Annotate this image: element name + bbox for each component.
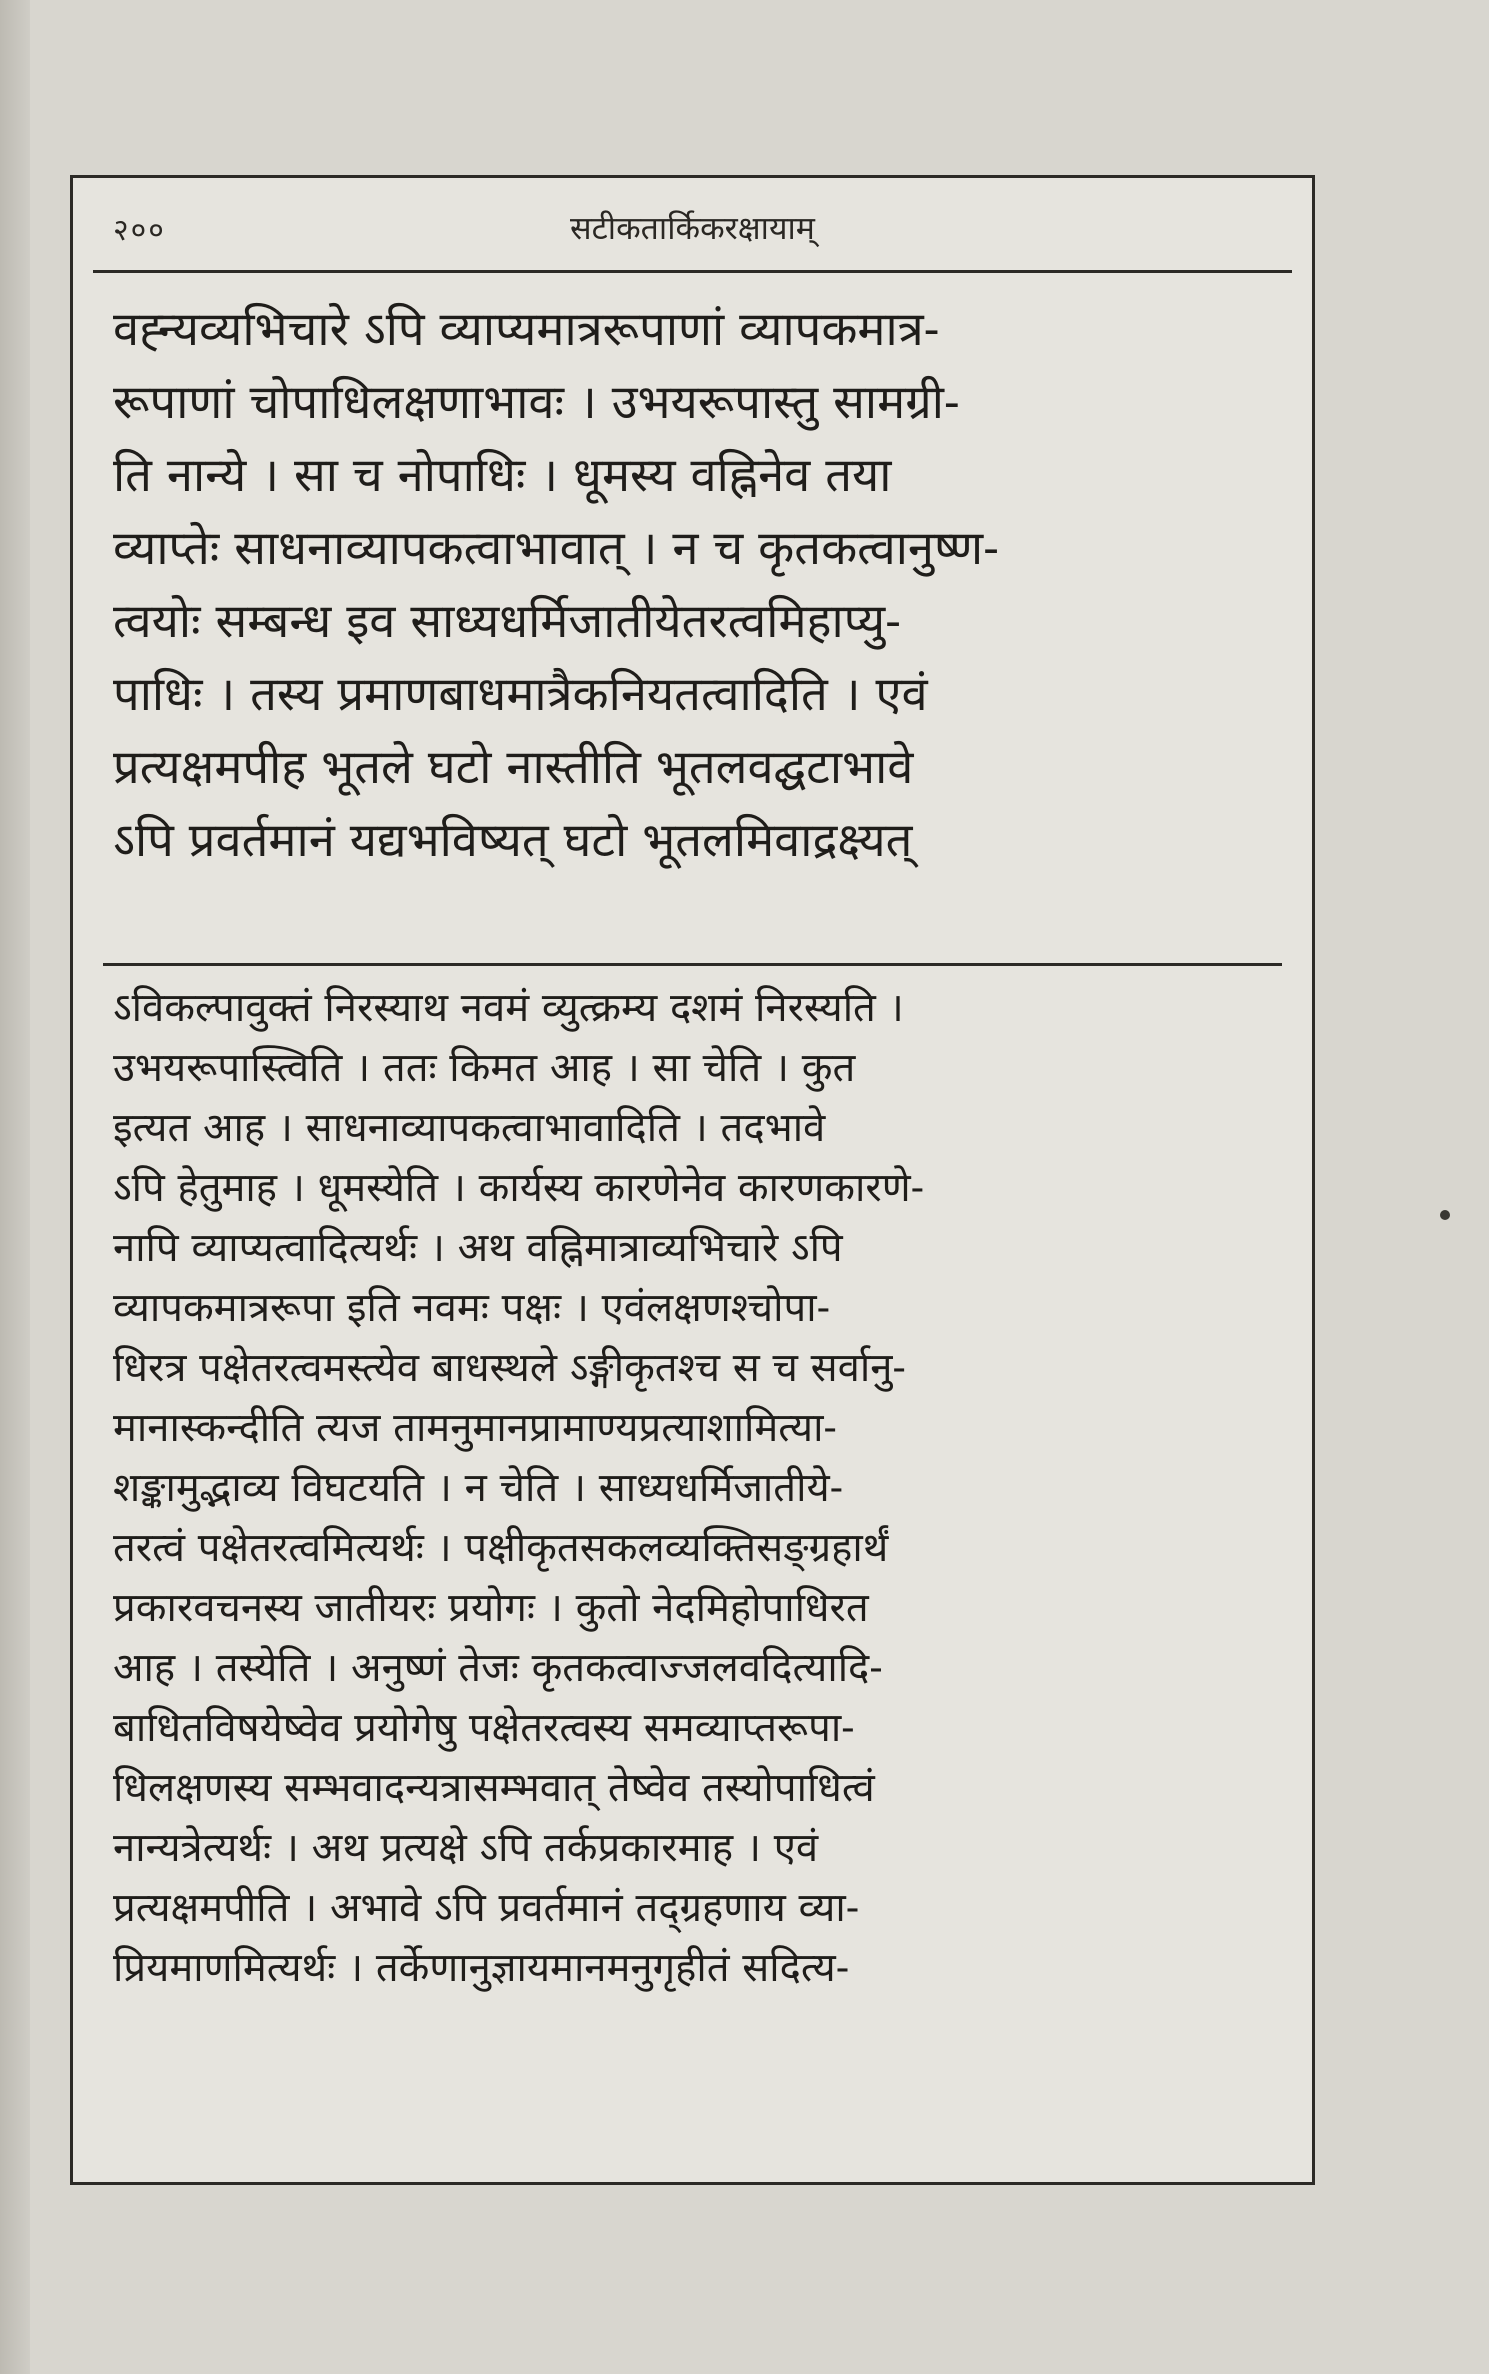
scan-smudge — [1440, 1210, 1450, 1220]
main-text-line: व्याप्तेः साधनाव्यापकत्वाभावात् । न च कृतकत्वानुष्ण- — [113, 521, 1000, 576]
commentary-line: प्रियमाणमित्यर्थः । तर्केणानुज्ञायमानमनुगृहीतं सदित्य- — [113, 1945, 850, 1991]
main-text-line: ति नान्ये । सा च नोपाधिः । धूमस्य वह्निनेव तया — [113, 448, 892, 503]
commentary-line: नापि व्याप्यत्वादित्यर्थः । अथ वह्निमात्राव्यभिचारे ऽपि — [113, 1225, 843, 1271]
main-text-line: वह्न्यव्यभिचारे ऽपि व्याप्यमात्ररूपाणां व्यापकमात्र- — [113, 302, 940, 357]
commentary-line: व्यापकमात्ररूपा इति नवमः पक्षः । एवंलक्षणश्चोपा- — [113, 1285, 831, 1331]
commentary-line: मानास्कन्दीति त्यज तामनुमानप्रामाण्यप्रत्याशामित्या- — [113, 1405, 837, 1451]
commentary-line: धिरत्र पक्षेतरत्वमस्त्येव बाधस्थले ऽङ्गीकृतश्च स च सर्वानु- — [113, 1345, 906, 1391]
main-text-line: प्रत्यक्षमपीह भूतले घटो नास्तीति भूतलवद्घटाभावे — [113, 740, 914, 795]
commentary-line: शङ्कामुद्भाव्य विघटयति । न चेति । साध्यधर्मिजातीये- — [113, 1465, 844, 1511]
page-header — [73, 178, 1312, 268]
commentary-line: उभयरूपास्त्विति । ततः किमत आह । सा चेति । कुत — [113, 1045, 856, 1091]
commentary-text — [113, 978, 1282, 1998]
scan-edge-shadow — [0, 0, 30, 2374]
main-text-line: त्वयोः सम्बन्ध इव साध्यधर्मिजातीयेतरत्वमिहाप्यु- — [113, 594, 901, 649]
commentary-line: तरत्वं पक्षेतरत्वमित्यर्थः । पक्षीकृतसकलव्यक्तिसङ्ग्रहार्थं — [113, 1525, 889, 1571]
page-number: २०० — [113, 213, 166, 248]
commentary-line: ऽपि हेतुमाह । धूमस्येति । कार्यस्य कारणेनेव कारणकारणे- — [113, 1165, 925, 1211]
commentary-line: प्रत्यक्षमपीति । अभावे ऽपि प्रवर्तमानं तद्ग्रहणाय व्या- — [113, 1885, 860, 1931]
running-title: सटीकतार्किकरक्षायाम् — [570, 209, 815, 247]
main-text-line: ऽपि प्रवर्तमानं यद्यभविष्यत् घटो भूतलमिवाद्रक्ष्यत् — [113, 813, 913, 868]
commentary-line: बाधितविषयेष्वेव प्रयोगेषु पक्षेतरत्वस्य समव्याप्तरूपा- — [113, 1705, 855, 1751]
main-text — [113, 293, 1282, 877]
commentary-line: ऽविकल्पावुक्तं निरस्याथ नवमं व्युत्क्रम्य दशमं निरस्यति । — [113, 985, 904, 1031]
commentary-line: आह । तस्येति । अनुष्णं तेजः कृतकत्वाज्जलवदित्यादि- — [113, 1645, 883, 1691]
commentary-line: धिलक्षणस्य सम्भवादन्यत्रासम्भवात् तेष्वेव तस्योपाधित्वं — [113, 1765, 875, 1811]
book-page — [70, 175, 1315, 2185]
header-rule — [93, 270, 1292, 273]
commentary-line: प्रकारवचनस्य जातीयरः प्रयोगः । कुतो नेदमिहोपाधिरत — [113, 1585, 869, 1631]
commentary-line: नान्यत्रेत्यर्थः । अथ प्रत्यक्षे ऽपि तर्कप्रकारमाह । एवं — [113, 1825, 819, 1871]
main-text-line: पाधिः । तस्य प्रमाणबाधमात्रैकनियतत्वादिति । एवं — [113, 667, 928, 722]
text-commentary-separator — [103, 963, 1282, 966]
commentary-line: इत्यत आह । साधनाव्यापकत्वाभावादिति । तदभावे — [113, 1105, 826, 1151]
main-text-line: रूपाणां चोपाधिलक्षणाभावः । उभयरूपास्तु सामग्री- — [113, 375, 960, 430]
